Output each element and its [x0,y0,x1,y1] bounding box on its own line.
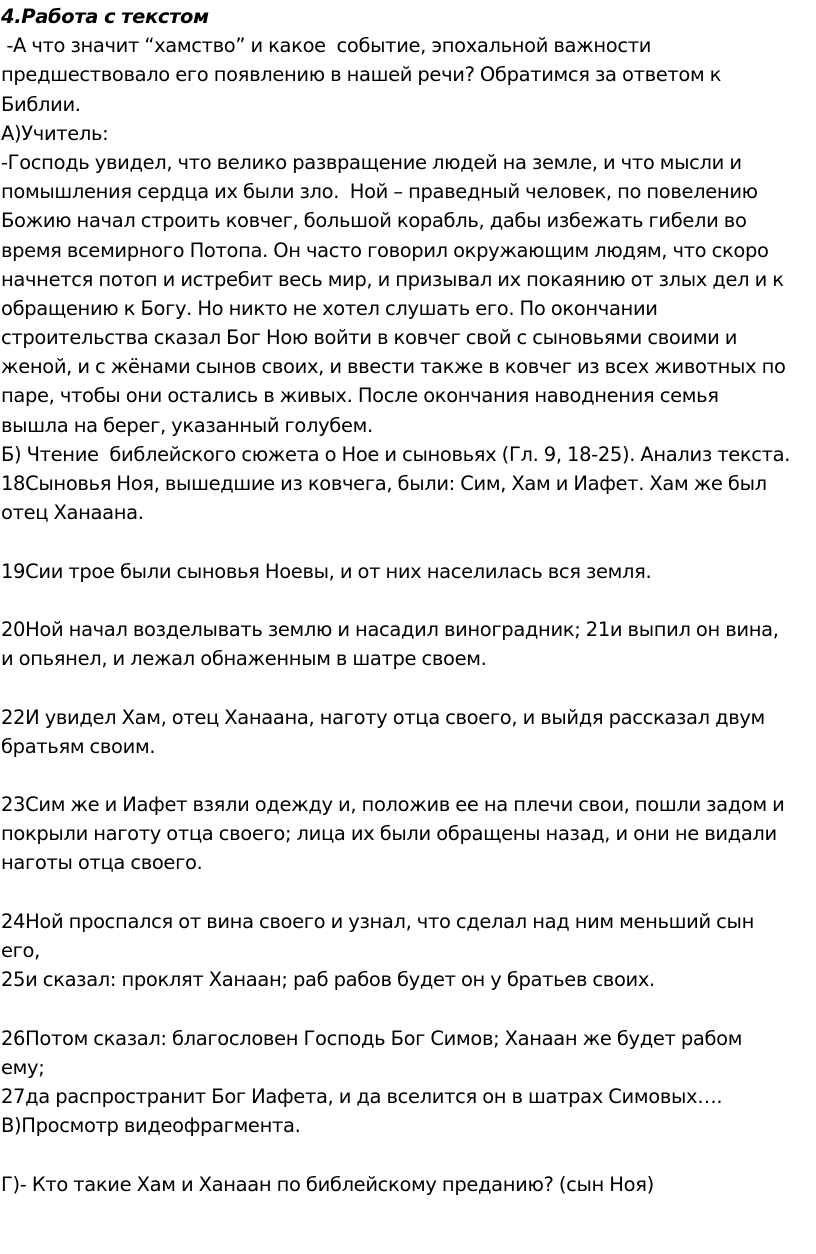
text-line: -Господь увидел, что велико развращение людей на земле, и что мысли и [1,150,742,174]
verse-19 [1,557,813,586]
verse-line: его, [1,939,40,962]
verse-line: 23Сим же и Иафет взяли одежду и, положив ее на плечи свои, пошли задом и [1,793,785,817]
verse-line: 22И увидел Хам, отец Ханаана, наготу отца своего, и выйдя рассказал двум [1,705,765,729]
text-line: женой, и с жёнами сынов своих, и ввести также в ковчег из всех животных по [1,355,786,379]
document-page [1,2,813,1199]
section-a-label: А)Учитель: [1,121,109,145]
verse-25 [1,965,813,994]
verse-26 [1,1024,813,1082]
verse-20-21 [1,615,813,673]
verse-line: братьям своим. [1,734,156,758]
verse-27 [1,1082,813,1111]
text-line: паре, чтобы они остались в живых. После окончания наводнения семья [1,384,719,408]
section-v-label: В)Просмотр видеофрагмента. [1,1114,301,1138]
verse-23 [1,790,813,878]
verse-line: ему; [1,1055,45,1079]
text-line: -А что значит “хамство” и какое событие, эпохальной важности [1,34,652,58]
blank-line [1,761,813,790]
verse-line: 26Потом сказал: благословен Господь Бог Симов; Ханаан же будет рабом [1,1026,743,1050]
section-g-question: Г)- Кто такие Хам и Ханаан по библейскому преданию? (сын Ноя) [1,1172,654,1196]
blank-line [1,673,813,702]
verse-22 [1,703,813,761]
blank-line [1,994,813,1023]
verse-24 [1,907,813,965]
text-line: Библии. [1,92,81,116]
text-line: строительства сказал Бог Ною войти в ковчег свой с сыновьями своими и [1,326,738,350]
verse-line: 19Сии трое были сыновья Ноевы, и от них населилась вся земля. [1,559,652,583]
text-line: помышления сердца их были зло. Ной – праведный человек, по повелению [1,180,758,204]
blank-line [1,586,813,615]
verse-line: отец Ханаана. [1,501,144,525]
text-line: начнется потоп и истребит весь мир, и призывал их покаянию от злых дел и к [1,267,784,291]
verse-line: 24Ной проспался от вина своего и узнал, что сделал над ним меньший сын [1,909,754,933]
text-line: вышла на берег, указанный голубем. [1,413,373,437]
verse-line: покрыли наготу отца своего; лица их были обращены назад, и они не видали [1,822,777,846]
verse-line: 20Ной начал возделывать землю и насадил виноградник; 21и выпил он вина, [1,617,779,641]
verse-line: 18Сыновья Ноя, вышедшие из ковчега, были: Сим, Хам и Иафет. Хам же был [1,472,767,495]
text-line: Божию начал строить ковчег, большой корабль, дабы избежать гибели во [1,209,747,233]
verse-18 [1,469,813,527]
verse-line: и опьянел, и лежал обнаженным в шатре своем. [1,647,487,671]
teacher-paragraph [1,148,813,440]
text-line: предшествовало его появлению в нашей речи? Обратимся за ответом к [1,63,722,87]
section-b-label: Б) Чтение библейского сюжета о Ное и сыновьях (Гл. 9, 18-25). Анализ текста. [1,442,791,466]
verse-line: 27да распространит Бог Иафета, и да вселится он в шатрах Симовых…. [1,1084,723,1108]
blank-line [1,1140,813,1169]
verse-line: наготы отца своего. [1,851,203,875]
section-heading: 4.Работа с текстом [1,5,209,28]
blank-line [1,878,813,907]
text-line: обращению к Богу. Но никто не хотел слушать его. По окончании [1,296,658,320]
text-line: время всемирного Потопа. Он часто говорил окружающим людям, что скоро [1,238,769,262]
verse-line: 25и сказал: проклят Ханаан; раб рабов будет он у братьев своих. [1,968,655,992]
intro-paragraph [1,31,813,119]
blank-line [1,527,813,556]
